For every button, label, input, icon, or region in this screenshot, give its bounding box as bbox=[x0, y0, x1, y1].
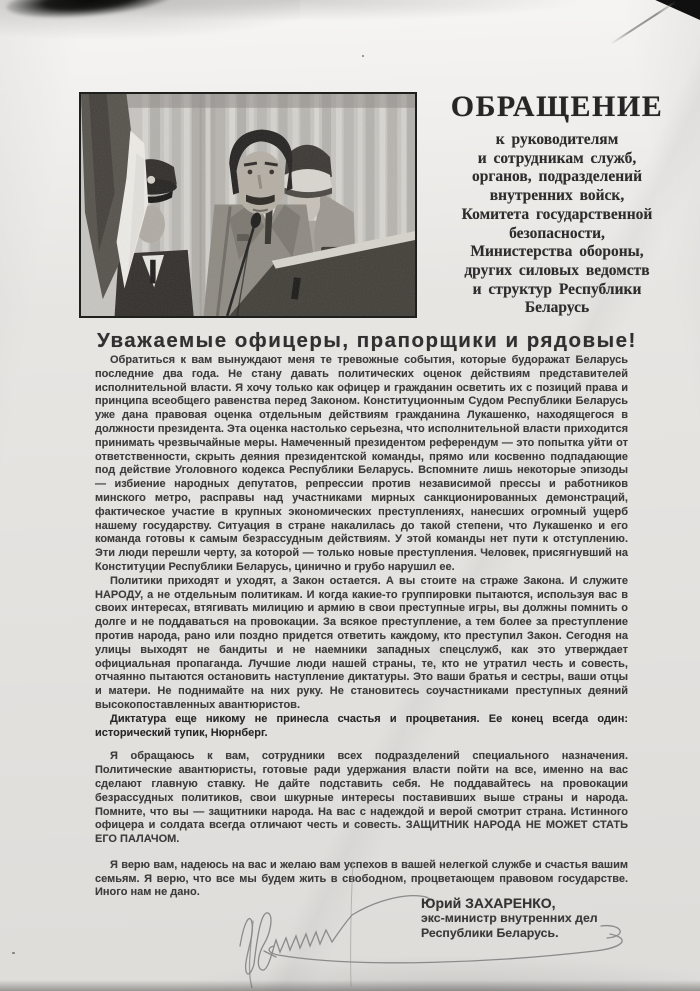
paragraph-intro: Обратиться к вам вынуждают меня те тревожные события, которые будоражат Беларусь последние два года. Не стану давать политических оценок действиям представителей исполнительной власти. Я хочу только как офицер и гражданин осветить их с позиций права и принципа всеобщего равенства перед Законом. Конституционным Судом Республики Беларусь уже дана правовая оценка отдельным действиям гражданина Лукашенко, находящегося в должности президента. Эта оценка настолько серьезна, что исполнительной власти приходится принимать чрезвычайные меры. Намеченный президентом референдум — это попытка уйти от ответственности, скрыть деяния президентской команды, прямо или косвенно подпадающие под действие Уголовного кодекса Республики Беларусь. Вспомните лишь некоторые эпизоды — избиение народных депутатов, репрессии против независимой прессы и работников минского метро, расправы над участниками мирных санкционированных демонстраций, фактическое участие в крупных экономических преступлениях, нанесших огромный ущерб нашему государству. Ситуация в стране накалилась до такой степени, что Лукашенко и его команда готовы к самым безрассудным действиям. У этой команды нет пути к отступлению. Эти люди перешли черту, за которой — только новые преступления. Человек, присягнувший на Конституции Республики Беларусь, цинично и грубо нарушил ее. bbox=[95, 354, 628, 573]
paragraph-closing: Я верю вам, надеюсь на вас и желаю вам успехов в вашей нелегкой службе и счастья вашим семьям. Я верю, что все мы будем жить в свободном, процветающем правовом государстве. Иного нам не дано. bbox=[95, 858, 628, 899]
paragraph-dictatorship: Диктатура еще никому не принесла счастья и процветания. Ее конец всегда один: исторический тупик, Нюрнберг. bbox=[95, 712, 628, 739]
addressee-block bbox=[418, 131, 696, 318]
addressee-line: безопасности, bbox=[509, 224, 605, 242]
salutation-heading: Уважаемые офицеры, прапорщики и рядовые! bbox=[97, 329, 637, 352]
appeal-body bbox=[95, 354, 628, 900]
scan-bottom-edge bbox=[0, 980, 700, 991]
speech-photo bbox=[79, 92, 417, 318]
paragraph-special-forces: Я обращаюсь к вам, сотрудники всех подразделений специального назначения. Политические авантюристы, готовые ради удержания власти пойти на все, именно на вас сделают главную ставку. Не дайте подставить себя. Не поддавайтесь на провокации безрассудных политиков, свои шкурные интересы поставивших выше страны и народа. Помните, что вы — защитники народа. На вас с надеждой и верой смотрит страна. Истинного офицера и солдата всегда отличают честь и совесть. ЗАЩИТНИК НАРОДА НЕ МОЖЕТ СТАТЬ ЕГО ПАЛАЧОМ. bbox=[95, 750, 628, 846]
signatory-role-line-1: экс-министр внутренних дел bbox=[421, 911, 598, 925]
addressee-line: Комитета государственной bbox=[461, 205, 653, 223]
addressee-line: внутренних войск, bbox=[489, 187, 625, 205]
addressee-line: Министерства обороны, bbox=[470, 243, 644, 261]
document-title: ОБРАЩЕНИЕ bbox=[450, 90, 664, 123]
speech-photo-illustration bbox=[81, 94, 415, 316]
signature-block bbox=[421, 896, 598, 940]
addressee-line: Беларусь bbox=[524, 299, 590, 317]
paper-speck bbox=[362, 55, 364, 57]
paper-speck bbox=[12, 952, 15, 954]
photo-grain-overlay bbox=[81, 94, 415, 316]
masthead bbox=[418, 86, 696, 318]
addressee-line: органов, подразделений bbox=[471, 168, 643, 186]
addressee-line: и структур Республики bbox=[472, 280, 642, 298]
paragraph-law: Политики приходят и уходят, а Закон остается. А вы стоите на страже Закона. И служите НАРОДУ, а не отдельным политикам. И когда какие-то группировки пытаются, используя вас в своих интересах, втягивать милицию и армию в свои преступные игры, вы должны помнить о долге и не поддаваться на провокации. За всякое преступление, а тем более за преступление против народа, рано или поздно придется ответить каждому, кто преступил Закон. Сегодня на улицы выходят не бандиты и не наемники западных спецслужб, как это утверждает официальная пропаганда. Лучшие люди нашей страны, те, кто не утратил честь и совесть, отчаянно пытаются остановить наступление диктатуры. Это ваши братья и сестры, ваши отцы и матери. Не поднимайте на них руку. Не становитесь соучастниками преступных деяний высокопоставленных авантюристов. bbox=[95, 574, 628, 711]
paper-crease-line bbox=[610, 1, 677, 45]
signatory-name: Юрий ЗАХАРЕНКО, bbox=[421, 895, 556, 911]
signatory-role-line-2: Республики Беларусь. bbox=[421, 925, 559, 940]
addressee-line: других силовых ведомств bbox=[464, 261, 650, 279]
addressee-line: к руководителям bbox=[495, 131, 619, 148]
addressee-line: и сотрудникам служб, bbox=[477, 149, 637, 167]
